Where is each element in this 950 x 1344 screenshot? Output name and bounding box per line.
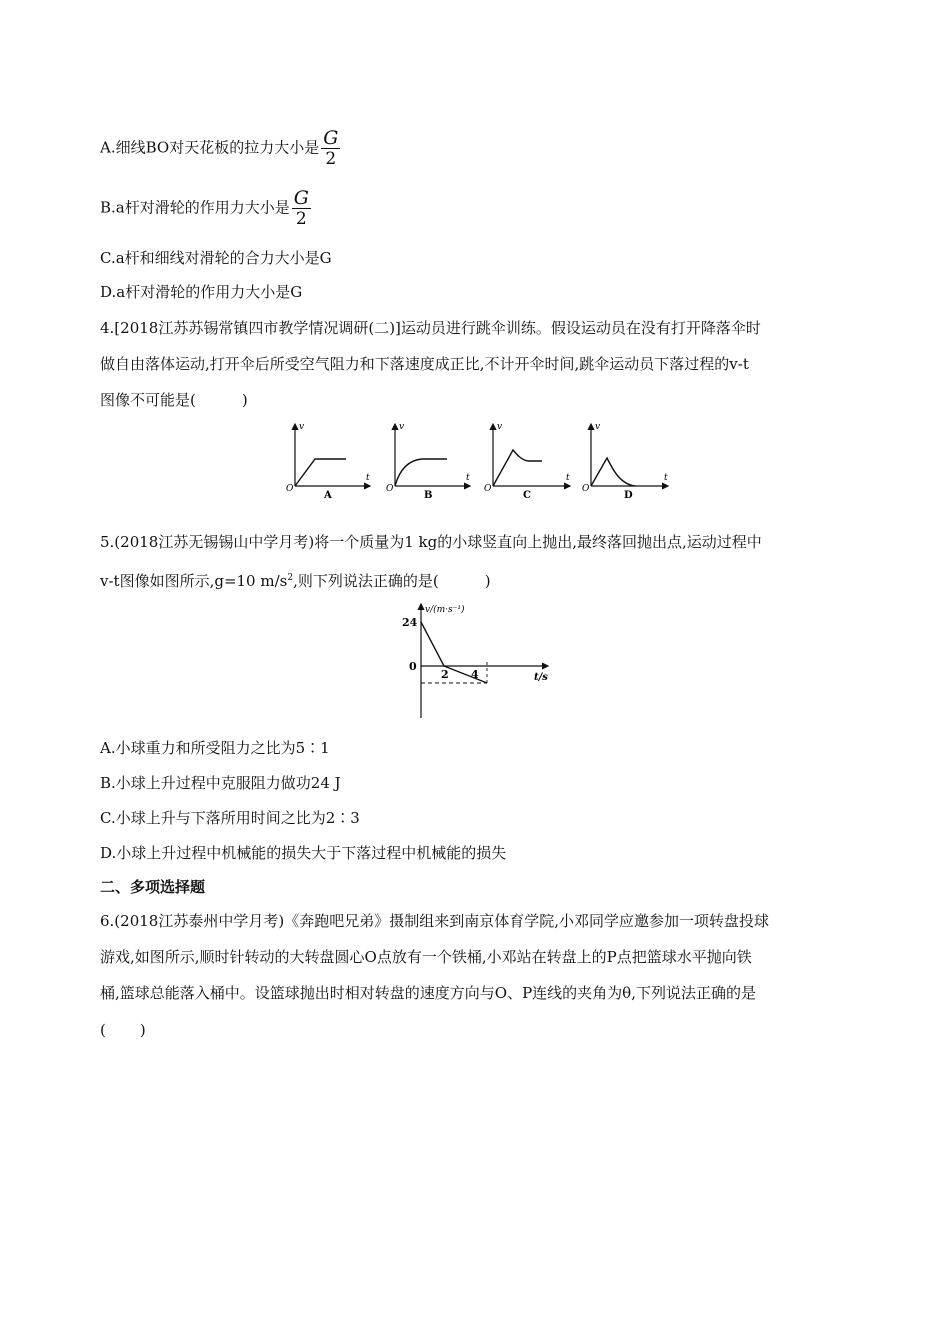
q5-option-c: C.小球上升与下落所用时间之比为2∶3: [100, 809, 360, 827]
q5-option-a: A.小球重力和所受阻力之比为5∶1: [100, 739, 330, 757]
fraction-g-over-2: [292, 188, 311, 229]
q5-y-tick-24: 24: [402, 616, 418, 629]
q6-stem-line3: 桶,篮球总能落入桶中。设篮球抛出时相对转盘的速度方向与O、P连线的夹角为θ,下列说法正确的是: [100, 984, 756, 1002]
fraction-g-over-2: [321, 128, 340, 169]
q5-origin-label: 0: [409, 660, 417, 673]
graph-d-v-label: v: [595, 422, 601, 432]
q3-option-d: D.a杆对滑轮的作用力大小是G: [100, 283, 303, 301]
q5-y-axis-label: v/(m·s⁻¹): [425, 605, 465, 615]
q6-answer-paren: [100, 1020, 146, 1040]
graph-d-label: D: [624, 490, 633, 501]
q5-option-b: B.小球上升过程中克服阻力做功24 J: [100, 774, 341, 792]
graph-a-curve: [295, 459, 346, 486]
q5-stem-line1: 5.(2018江苏无锡锡山中学月考)将一个质量为1 kg的小球竖直向上抛出,最终落回抛出点,运动过程中: [100, 533, 762, 551]
graph-c-v-label: v: [497, 422, 503, 432]
fraction-denominator: 2: [325, 149, 337, 169]
q5-stem-line2: [100, 568, 491, 591]
graph-d-curve: [591, 458, 635, 486]
graph-d: [582, 422, 668, 501]
answer-paren-close: ): [241, 391, 248, 409]
q5-vt-graph: [368, 600, 568, 722]
q4-stem-text: 图像不可能是(: [100, 391, 196, 409]
graph-b-t-label: t: [466, 473, 470, 483]
graph-d-t-label: t: [664, 473, 668, 483]
q5-x-tick-4: 4: [471, 668, 479, 681]
fraction-numerator: G: [323, 127, 339, 149]
q6-stem-line1: 6.(2018江苏泰州中学月考)《奔跑吧兄弟》摄制组来到南京体育学院,小邓同学应邀参加一项转盘投球: [100, 912, 769, 930]
graph-c-curve: [493, 450, 542, 486]
graph-a-origin: O: [286, 484, 294, 494]
graph-c-label: C: [523, 490, 531, 501]
q4-graphs: [280, 418, 680, 508]
q6-stem-line2: 游戏,如图所示,顺时针转动的大转盘圆心O点放有一个铁桶,小邓站在转盘上的P点把篮球水平抛向铁: [100, 948, 752, 966]
q5-x-tick-2: 2: [441, 668, 449, 681]
graph-b-v-label: v: [399, 422, 405, 432]
graph-a: [286, 422, 370, 501]
section-heading-multiple-choice: 二、多项选择题: [100, 878, 206, 896]
q3-option-a-text: A.细线BO对天花板的拉力大小是: [100, 138, 320, 157]
q4-stem-line3: [100, 390, 248, 410]
fraction-numerator: G: [293, 187, 309, 209]
graph-a-v-label: v: [299, 422, 305, 432]
answer-paren-open: (: [100, 1021, 106, 1039]
q3-option-b-text: B.a杆对滑轮的作用力大小是: [100, 198, 290, 217]
graph-c-t-label: t: [566, 473, 570, 483]
graph-c-origin: O: [484, 484, 492, 494]
q4-stem-line2: 做自由落体运动,打开伞后所受空气阻力和下落速度成正比,不计开伞时间,跳伞运动员下落过程的v-t: [100, 355, 749, 373]
q5-stem-text-a: v-t图像如图所示,g=10 m/s: [100, 572, 288, 590]
answer-paren-close: ): [484, 572, 491, 590]
q5-superscript: 2: [287, 573, 294, 583]
q5-option-d: D.小球上升过程中机械能的损失大于下落过程中机械能的损失: [100, 844, 507, 862]
answer-paren-close: ): [139, 1021, 146, 1039]
q3-option-b: [100, 188, 311, 229]
q3-option-c: C.a杆和细线对滑轮的合力大小是G: [100, 249, 332, 267]
fraction-denominator: 2: [295, 209, 307, 229]
graph-a-t-label: t: [366, 473, 370, 483]
graph-b: [386, 422, 470, 501]
q4-stem-line1: 4.[2018江苏苏锡常镇四市教学情况调研(二)]运动员进行跳伞训练。假设运动员在没有打开降落伞时: [100, 319, 761, 337]
graph-b-label: B: [424, 490, 433, 501]
graph-b-curve: [395, 459, 447, 486]
graph-b-origin: O: [386, 484, 394, 494]
graph-d-origin: O: [582, 484, 590, 494]
q5-x-axis-label: t/s: [534, 672, 548, 683]
graph-c: [484, 422, 570, 501]
q3-option-a: [100, 128, 340, 169]
graph-a-label: A: [324, 490, 332, 501]
q5-stem-text-b: ,则下列说法正确的是(: [293, 572, 439, 590]
